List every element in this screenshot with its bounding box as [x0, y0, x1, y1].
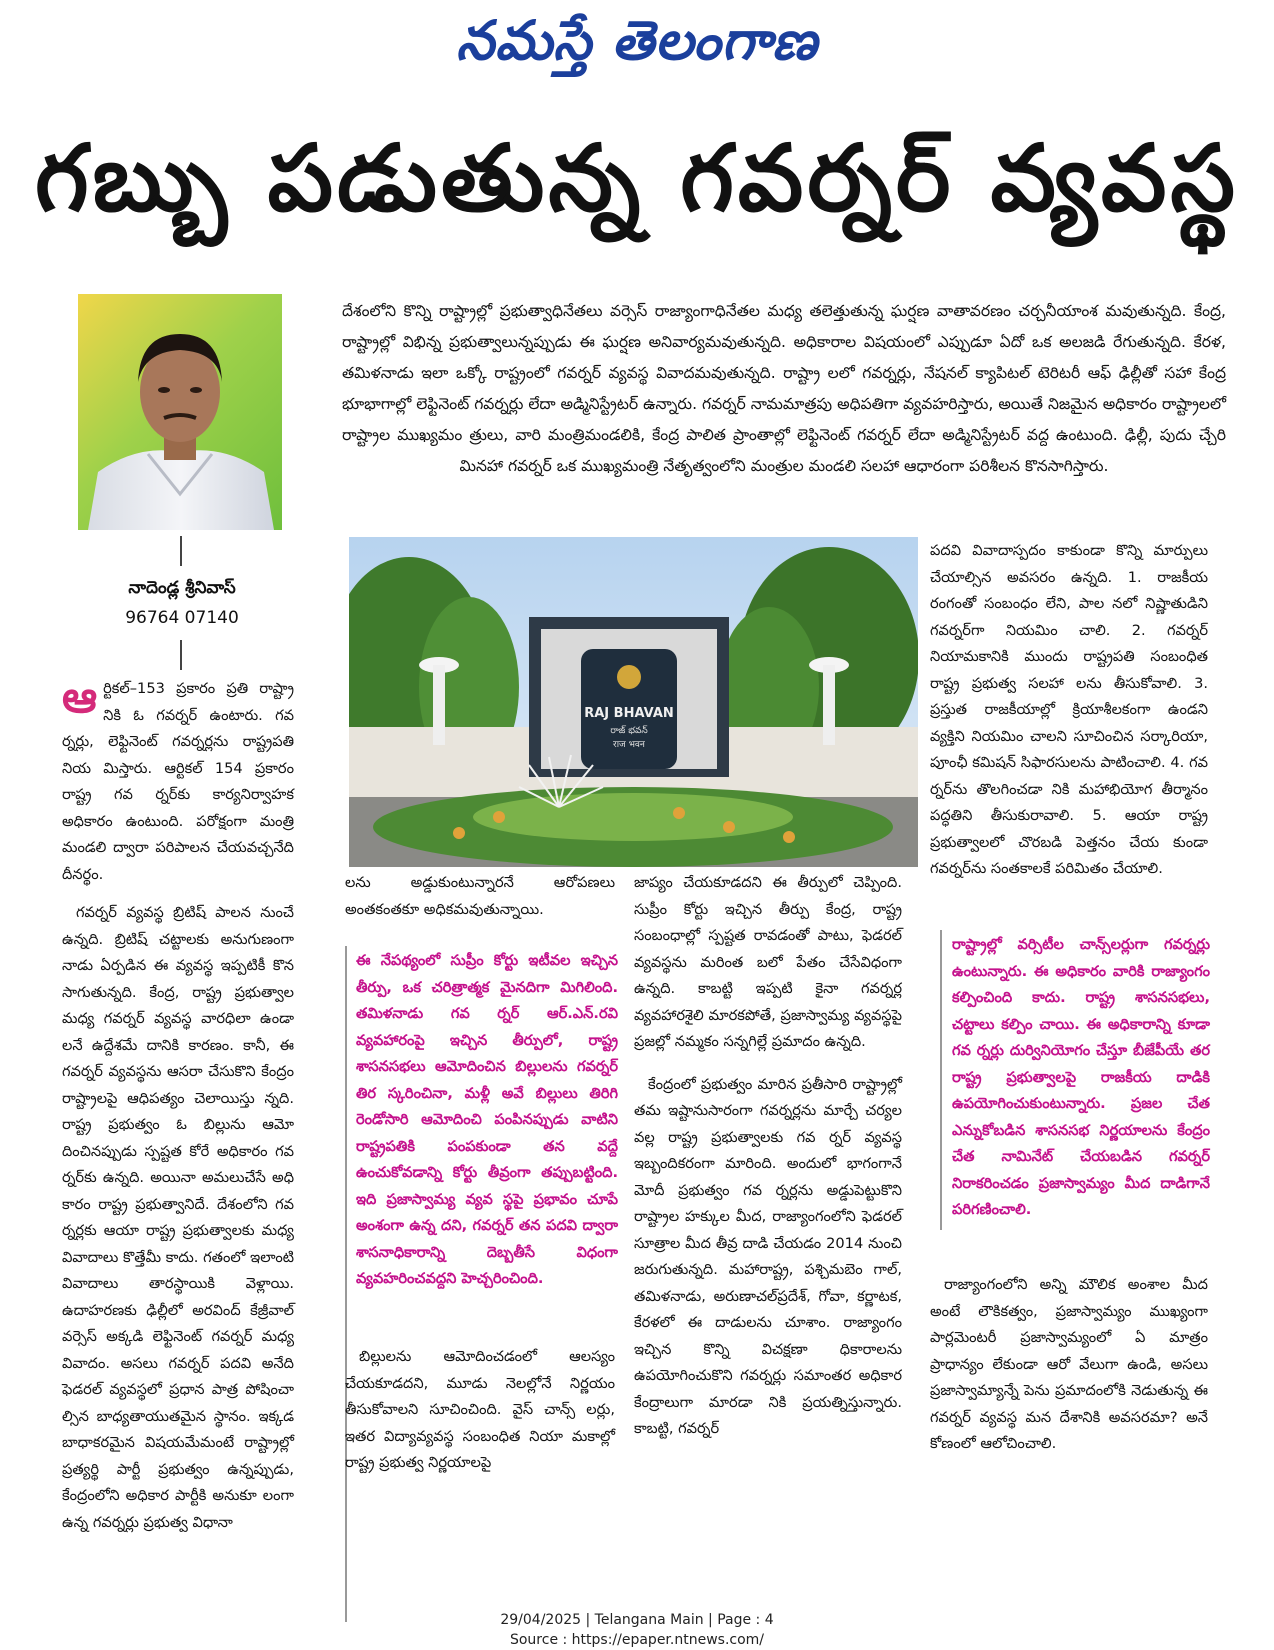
author-portrait-image — [78, 294, 282, 530]
footer-date-line: 29/04/2025 | Telangana Main | Page : 4 — [500, 1612, 774, 1628]
sign-text: RAJ BHAVAN — [584, 706, 674, 721]
col4-pull-quote: రాష్ట్రాల్లో వర్సిటీల చాన్స్‌లర్లుగా గవర్నర్లు ఉంటున్నారు. ఈ అధికారం వారికి రాజ్యాంగం కల్పించింది కాదు. రాష్ట్ర శాసనసభలు, చట్టాలు కల్పిం చాయి. ఈ అధికారాన్ని కూడా గవ ర్నర్లు దుర్వినియోగం చేస్తూ బీజేపీయే తర రాష్ట్ర ప్రభుత్వాలపై రాజకీయ దాడికి ఉపయోగించుకుంటున్నారు. ప్రజల చేత ఎన్నుకోబడిన శాసనసభ నిర్ణయాలను కేంద్రం చేత నామినేట్ చేయబడిన గవర్నర్ నిరాకరించడం ప్రజాస్వామ్యం మీద దాడిగానే పరిగణించాలి. — [952, 936, 1210, 1218]
column-4 — [930, 538, 1208, 895]
author-divider-top — [180, 536, 182, 566]
headline: గబ్బు పడుతున్న గవర్నర్ వ్యవస్థ — [34, 125, 1239, 232]
author-name: నాదెండ్ల శ్రీనివాస్ — [128, 578, 236, 598]
sign-sub-hindi: राज भवन — [613, 740, 645, 750]
col1-paragraph-2: గవర్నర్ వ్యవస్థ బ్రిటిష్ పాలన నుంచే ఉన్నది. బ్రిటిష్ చట్టాలకు అనుగుణంగా నాడు ఏర్పడిన ఈ వ్యవస్థ ఇప్పటికీ కొన సాగుతున్నది. కేంద్ర, రాష్ట్ర ప్రభుత్వాల మధ్య గవర్నర్ వ్యవస్థ వారధిలా ఉండా లనే ఉద్దేశమే దానికి కారణం. కానీ, ఈ గవర్నర్ వ్యవస్థను ఆసరా చేసుకొని కేంద్రం రాష్ట్రాలపై ఆధిపత్యం చెలాయిస్తు న్నది. రాష్ట్ర ప్రభుత్వం ఓ బిల్లును ఆమో దించినప్పుడు స్పష్టత కోరే అధికారం గవ ర్నర్‌కు ఉన్నది. అయినా అమలుచేసే అధి కారం రాష్ట్ర ప్రభుత్వానిదే. దేశంలోని గవ ర్నర్లకు ఆయా రాష్ట్ర ప్రభుత్వాలకు మధ్య వివాదాలు కొత్తేమీ కాదు. గతంలో ఇలాంటి వివాదాలు తారస్థాయికి వెళ్లాయి. ఉదాహరణకు ఢిల్లీలో అరవింద్ కేజ్రీవాల్ వర్సెస్ అక్కడి లెఫ్టినెంట్ గవర్నర్ మధ్య వివాదం. అసలు గవర్నర్ పదవి అనేది ఫెడరల్ వ్యవస్థలో ప్రధాన పాత్ర పోషించా ల్సిన బాధ్యతాయుతమైన స్థానం. ఇక్కడ బాధాకరమైన విషయమేమంటే రాష్ట్రాల్లో ప్రత్యర్థి పార్టీ ప్రభుత్వం ఉన్నప్పుడు, కేంద్రంలోని అధికార పార్టీకి అనుకూ లంగా ఉన్న గవర్నర్లు ప్రభుత్వ విధానా — [62, 904, 294, 1531]
col3-paragraph-1: జాప్యం చేయకూడదని ఈ తీర్పులో చెప్పింది. సుప్రీం కోర్టు ఇచ్చిన తీర్పు కేంద్ర, రాష్ట్ర సంబంధాల్లో స్పష్టత రావడంతో పాటు, ఫెడరల్ వ్యవస్థను మరింత బలో పేతం చేసేవిధంగా ఉన్నది. కాబట్టి ఇప్పటి కైనా గవర్నర్ల వ్యవహారశైలి మారకపోతే, ప్రజాస్వామ్య వ్యవస్థపై ప్రజల్లో నమ్మకం సన్నగిల్లే ప్రమాదం ఉన్నది. — [634, 874, 902, 1050]
col3-paragraph-2: కేంద్రంలో ప్రభుత్వం మారిన ప్రతీసారి రాష్ట్రాల్లో తమ ఇష్టానుసారంగా గవర్నర్లను మార్చే చర్యల వల్ల రాష్ట్ర ప్రభుత్వాలకు గవ ర్నర్ వ్యవస్థ ఇబ్బందికరంగా మారింది. అందులో భాగంగానే మోదీ ప్రభుత్వం గవ ర్నర్లను అడ్డుపెట్టుకొని రాష్ట్రాల హక్కుల మీద, రాజ్యాంగంలోని ఫెడరల్ సూత్రాల మీద తీవ్ర దాడి చేయడం 2014 నుంచి జరుగుతున్నది. మహారాష్ట్ర, పశ్చిమబెం గాల్, తమిళనాడు, అరుణాచల్‌ప్రదేశ్, గోవా, కర్ణాటక, కేరళలో ఈ దాడులను చూశాం. రాజ్యాంగం ఇచ్చిన కొన్ని విచక్షణా ధికారాలను ఉపయోగించుకొని గవర్నర్లు సమాంతర అధికార కేంద్రాలుగా మారడా నికి ప్రయత్నిస్తున్నారు. కాబట్టి, గవర్నర్ — [634, 1075, 902, 1437]
raj-bhavan-photo — [349, 537, 918, 867]
author-divider-bottom — [180, 640, 182, 670]
masthead-logo: నమస్తే తెలంగాణ — [456, 8, 818, 72]
col2-quote-bar — [345, 946, 347, 1622]
col1-paragraph-1-text: ర్టికల్–153 ప్రకారం ప్రతి రాష్ట్రా నికి ఓ గవర్నర్ ఉంటారు. గవ ర్నర్లు, లెఫ్టినెంట్ గవర్నర్లను రాష్ట్రపతి నియ మిస్తారు. ఆర్టికల్ 154 ప్రకారం రాష్ట్ర గవ ర్నర్‌కు కార్యనిర్వాహక అధికారం ఉంటుంది. పరోక్షంగా మంత్రి మండలి ద్వారా పరిపాలన చేయవచ్చనేది దీనర్థం. — [62, 680, 294, 883]
column-2-bottom — [345, 1344, 615, 1489]
column-1 — [62, 672, 294, 1548]
lead-paragraph: దేశంలోని కొన్ని రాష్ట్రాల్లో ప్రభుత్వాధినేతలు వర్సెస్ రాజ్యాంగాధినేతల మధ్య తలెత్తుతున్న ఘర్షణ వాతావరణం చర్చనీయాంశ మవుతున్నది. కేంద్ర, రాష్ట్రాల్లో విభిన్న ప్రభుత్వాలున్నప్పుడు ఈ ఘర్షణ అనివార్యమవుతున్నది. అధికారాల విషయంలో ఎప్పుడూ ఏదో ఒక అలజడి రేగుతున్నది. కేరళ, తమిళనాడు ఇలా ఒక్కో రాష్ట్రంలో గవర్నర్ వ్యవస్థ వివాదమవుతున్నది. రాష్ట్రా లలో గవర్నర్లు, నేషనల్ క్యాపిటల్ టెరిటరీ ఆఫ్ ఢిల్లీతో సహా కేంద్ర భూభాగాల్లో లెఫ్టినెంట్ గవర్నర్లు లేదా అడ్మినిస్ట్రేటర్ ఉన్నారు. గవర్నర్ నామమాత్రపు అధిపతిగా వ్యవహరిస్తారు, అయితే నిజమైన అధికారం రాష్ట్రాలలో రాష్ట్రాల ముఖ్యమం త్రులు, వారి మంత్రిమండలికి, కేంద్ర పాలిత ప్రాంతాల్లో లెఫ్టినెంట్ గవర్నర్ లేదా అడ్మినిస్ట్రేటర్ వద్ద ఉంటుంది. ఢిల్లీ, పుదు చ్చేరి మినహా గవర్నర్ ఒక ముఖ్యమంత్రి నేతృత్వంలోని మంత్రుల మండలి సలహా ఆధారంగా పరిశీలన కొనసాగిస్తారు. — [342, 302, 1226, 475]
col4-paragraph-2: రాజ్యాంగంలోని అన్ని మౌలిక అంశాల మీద అంటే లౌకికత్వం, ప్రజాస్వామ్యం ముఖ్యంగా పార్లమెంటరీ ప్రజాస్వామ్యంలో ఏ మాత్రం ప్రాధాన్యం లేకుండా ఆరో వేలుగా ఉండి, అసలు ప్రజాస్వామ్యాన్నే పెను ప్రమాదంలోకి నెడుతున్న ఈ గవర్నర్ వ్యవస్థ మన దేశానికి అవసరమా? అనే కోణంలో ఆలోచించాలి. — [930, 1276, 1208, 1452]
footer — [0, 1610, 1274, 1650]
dropcap: ఆ — [62, 672, 98, 723]
raj-bhavan-image — [349, 537, 918, 867]
sign-sub-telugu: రాజ్ భవన్ — [610, 726, 648, 736]
col2-pull-quote: ఈ నేపథ్యంలో సుప్రీం కోర్టు ఇటీవల ఇచ్చిన తీర్పు, ఒక చరిత్రాత్మక మైనదిగా మిగిలింది. తమిళనాడు గవ ర్నర్ ఆర్.ఎన్.రవి వ్యవహారంపై ఇచ్చిన తీర్పులో, రాష్ట్ర శాసనసభలు ఆమోదించిన బిల్లులను గవర్నర్ తిర స్కరించినా, మళ్లీ అవే బిల్లులు తిరిగి రెండోసారి ఆమోదించి పంపినప్పుడు వాటిని రాష్ట్రపతికి పంపకుండా తన వద్దే ఉంచుకోవడాన్ని కోర్టు తీవ్రంగా తప్పుబట్టింది. ఇది ప్రజాస్వామ్య వ్యవ స్థపై ప్రభావం చూపే అంశంగా ఉన్న దని, గవర్నర్ తన పదవి ద్వారా శాసనాధికారాన్ని దెబ్బతీసే విధంగా వ్యవహరించవద్దని హెచ్చరించింది. — [356, 952, 618, 1287]
column-4-bottom — [930, 1272, 1208, 1470]
footer-source-line: Source : https://epaper.ntnews.com/ — [509, 1632, 765, 1648]
col4-paragraph-1: పదవి వివాదాస్పదం కాకుండా కొన్ని మార్పులు చేయాల్సిన అవసరం ఉన్నది. 1. రాజకీయ రంగంతో సంబంధం లేని, పాల నలో నిష్ణాతుడిని గవర్నర్‌గా నియమిం చాలి. 2. గవర్నర్ నియామకానికి ముందు రాష్ట్రపతి సంబంధిత రాష్ట్ర ప్రభుత్వ సలహా లను తీసుకోవాలి. 3. ప్రస్తుత రాజకీయాల్లో క్రియాశీలకంగా ఉండని వ్యక్తిని నియమిం చాలని సూచించిన సర్కారియా, పూంఛీ కమిషన్ సిఫారసులను పాటించాలి. 4. గవ ర్నర్‌ను తొలగించడా నికి మహాభియోగ తీర్మానం పద్ధతిని తీసుకురావాలి. 5. ఆయా రాష్ట్ర ప్రభుత్వాలలో చొరబడి పెత్తనం చేయ కుండా గవర్నర్‌ను సంతకాలకే పరిమితం చేయాలి. — [930, 542, 1208, 877]
col1-paragraph-1 — [62, 672, 294, 888]
column-3 — [634, 870, 902, 1455]
author-phone: 96764 07140 — [125, 608, 239, 628]
col2-paragraph-2: బిల్లులను ఆమోదించడంలో ఆలస్యం చేయకూడదని, మూడు నెలల్లోనే నిర్ణయం తీసుకోవాలని సూచించింది. వైస్ చాన్స్ లర్లు, ఇతర విద్యావ్యవస్థ సంబంధిత నియా మకాల్లో రాష్ట్ర ప్రభుత్వ నిర్ణయాలపై — [345, 1348, 615, 1471]
col4-quote-bar — [940, 930, 942, 1230]
author-photo — [78, 294, 282, 530]
col2-paragraph-1: లను అడ్డుకుంటున్నారనే ఆరోపణలు అంతకంతకూ అధికమవుతున్నాయి. — [345, 874, 615, 918]
column-2 — [345, 870, 615, 935]
